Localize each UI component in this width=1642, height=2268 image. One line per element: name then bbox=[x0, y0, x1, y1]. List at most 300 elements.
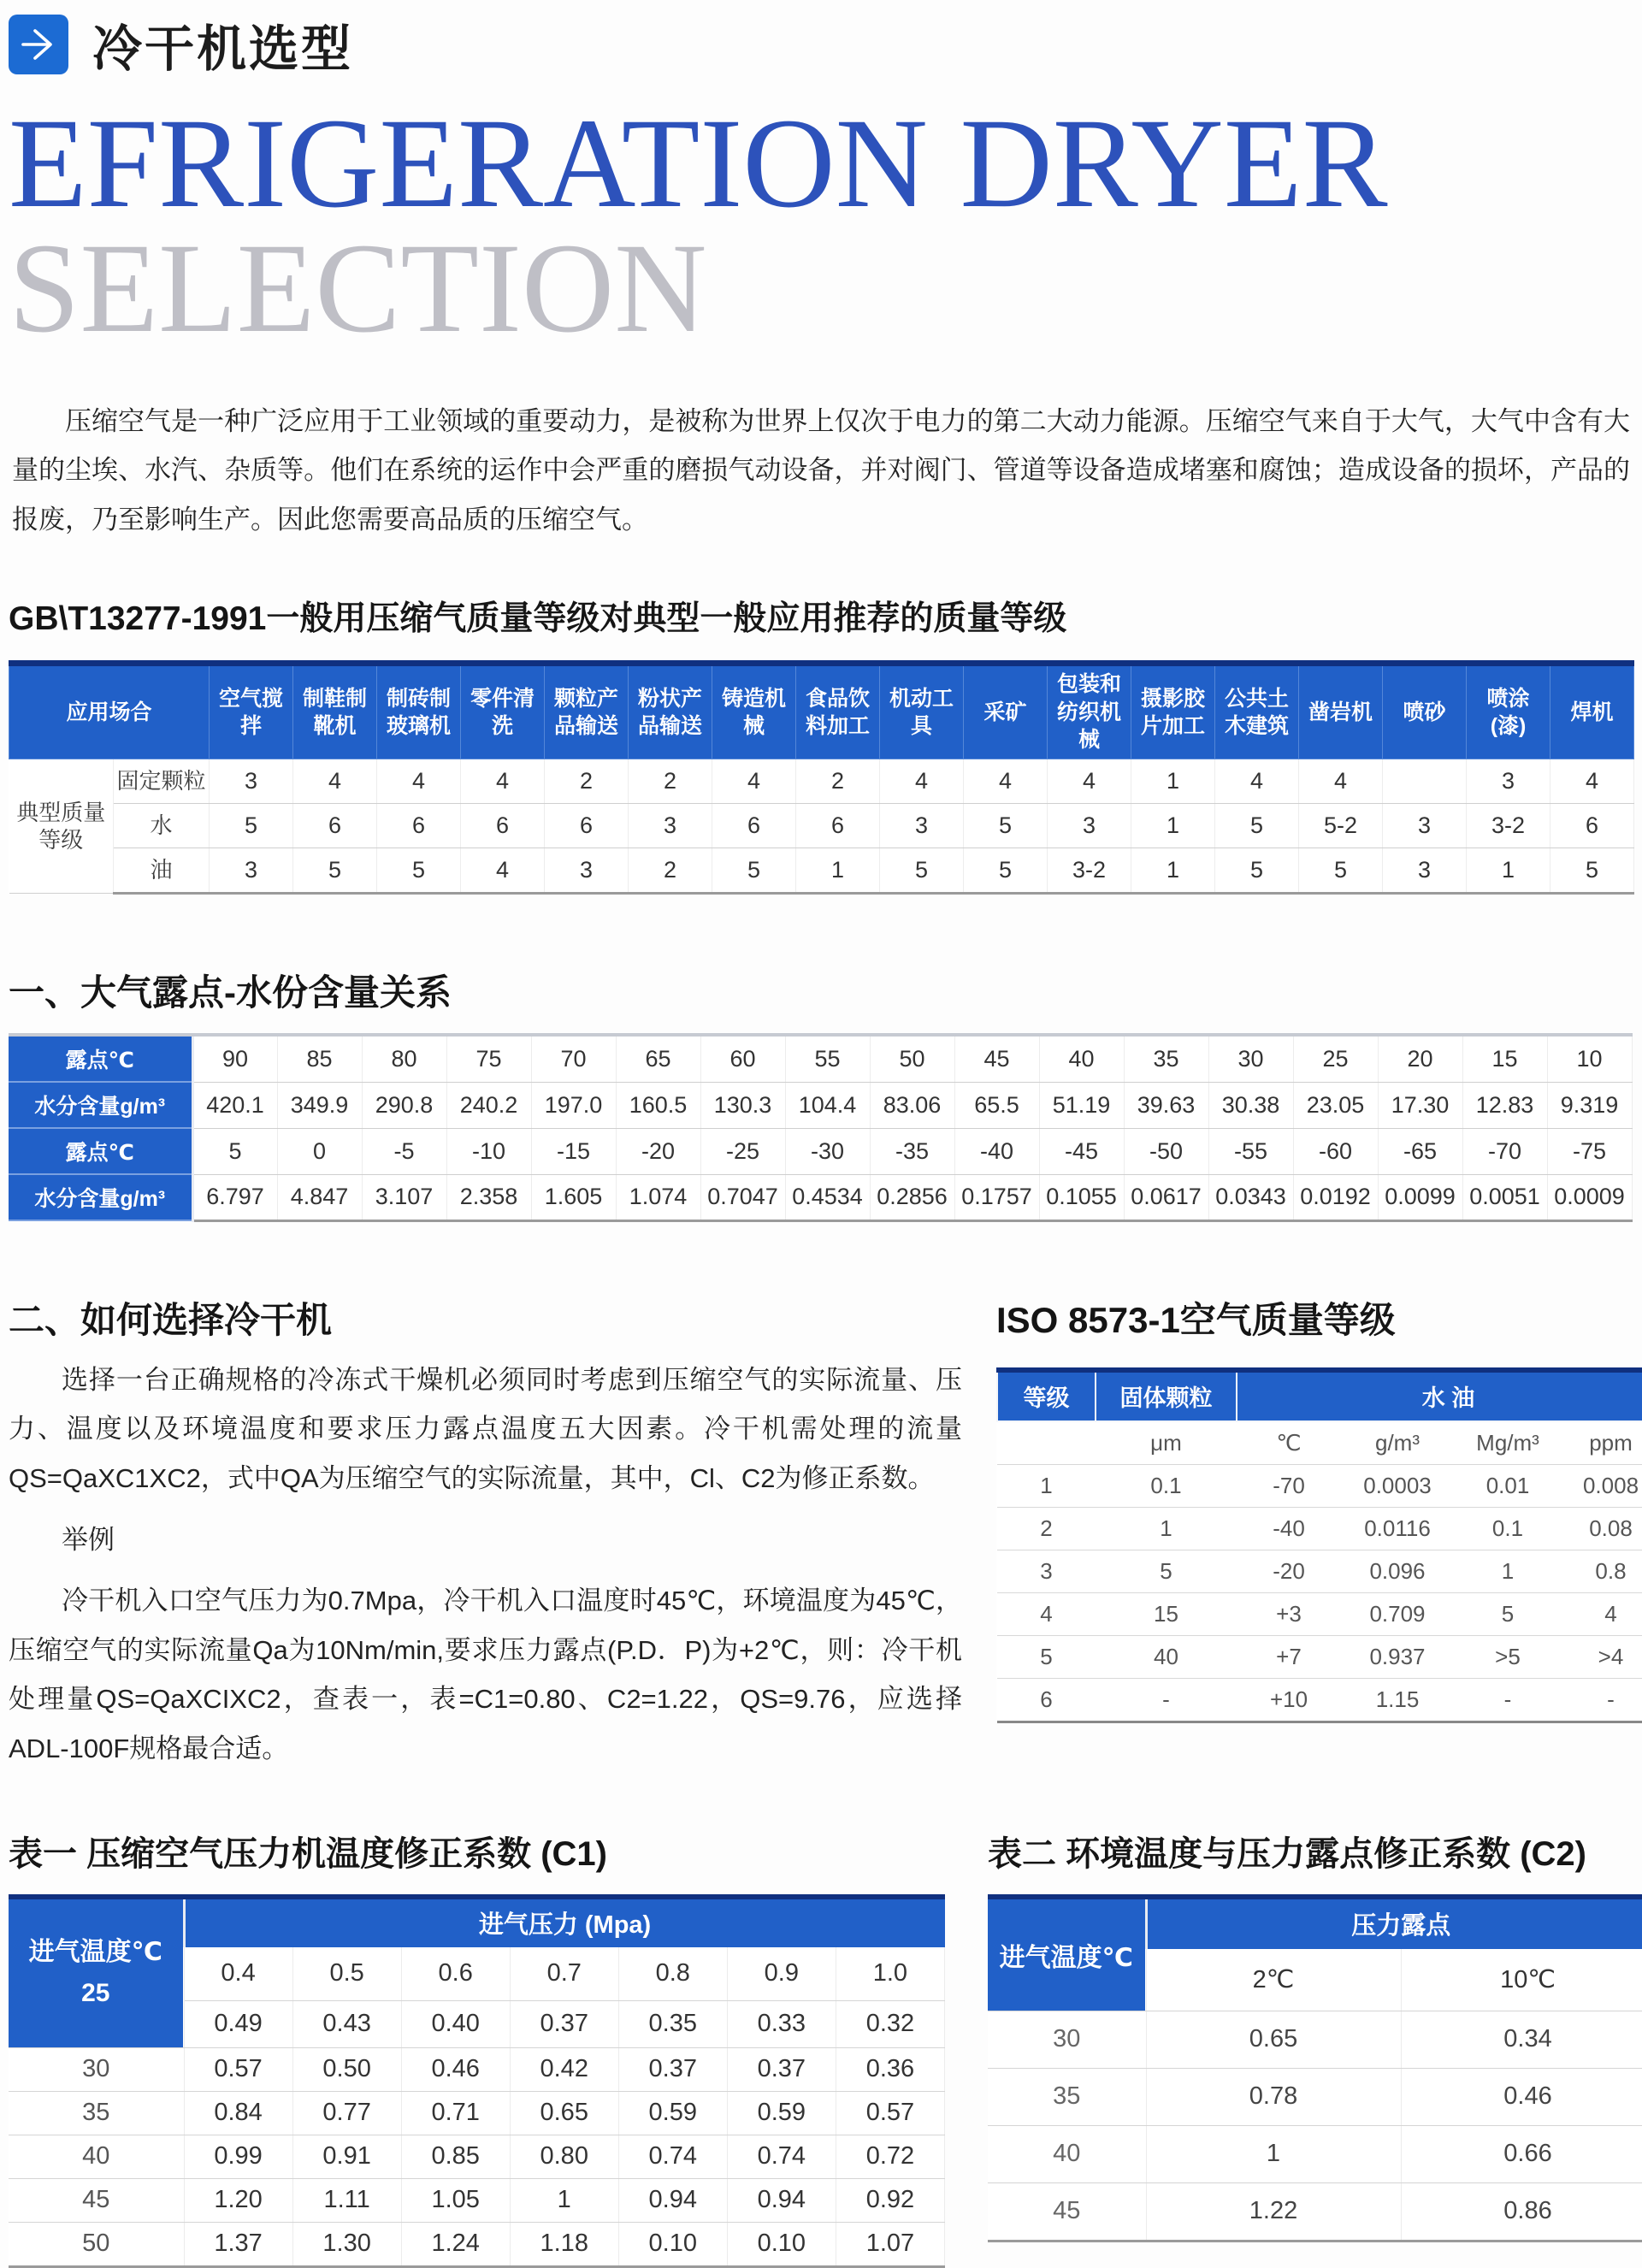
gb-cell: 5 bbox=[1215, 804, 1299, 848]
c1-header-row bbox=[9, 1897, 945, 1947]
dew-cell: 0.7047 bbox=[700, 1174, 785, 1220]
c1-cell: 0.10 bbox=[618, 2222, 727, 2266]
dew-cell: 0.0009 bbox=[1547, 1174, 1632, 1220]
dew-cell: 39.63 bbox=[1124, 1082, 1208, 1128]
iso-water-oil-header: 水 油 bbox=[1237, 1370, 1642, 1421]
gb-cell: 4 bbox=[1550, 759, 1634, 804]
c2-table-grid bbox=[988, 1894, 1642, 2242]
dew-cell: 23.05 bbox=[1293, 1082, 1378, 1128]
c1-cell: 1.20 bbox=[184, 2178, 292, 2222]
gb-cell: 1 bbox=[796, 848, 880, 894]
c1-cell: 0.49 bbox=[184, 2000, 292, 2047]
c1-cell: 1.11 bbox=[292, 2178, 401, 2222]
iso-unit-cell: g/m³ bbox=[1341, 1421, 1454, 1465]
iso-cell: 0.08 bbox=[1562, 1507, 1642, 1550]
dew-cell: 1.605 bbox=[531, 1174, 616, 1220]
c1-cell: 0.92 bbox=[836, 2178, 944, 2222]
iso-cell: 0.1 bbox=[1096, 1464, 1237, 1507]
gb-column-header: 喷涂(漆) bbox=[1467, 664, 1550, 759]
gb-column-header: 颗粒产品输送 bbox=[545, 664, 629, 759]
c1-data-row bbox=[9, 2135, 945, 2178]
gb-cell: 3 bbox=[1383, 804, 1467, 848]
c1-correction-table bbox=[9, 1894, 954, 2268]
dew-row-label: 露点℃ bbox=[9, 1035, 192, 1082]
c2-cell: 1 bbox=[1146, 2125, 1401, 2182]
iso-cell: 5 bbox=[1454, 1592, 1562, 1635]
iso-cell: 1 bbox=[997, 1464, 1096, 1507]
c1-row-label: 40 bbox=[9, 2135, 184, 2178]
gb-corner-header: 应用场合 bbox=[9, 664, 210, 759]
iso-data-row bbox=[997, 1507, 1642, 1550]
gb-cell: 3 bbox=[210, 759, 293, 804]
iso-unit-cell: μm bbox=[1096, 1421, 1237, 1465]
dew-cell: -15 bbox=[531, 1128, 616, 1174]
dew-cell: 51.19 bbox=[1039, 1082, 1124, 1128]
iso-cell: -20 bbox=[1237, 1550, 1341, 1592]
gb-cell: 3 bbox=[1383, 848, 1467, 894]
gb-cell: 5-2 bbox=[1299, 804, 1383, 848]
gb-cell: 6 bbox=[293, 804, 377, 848]
iso-cell: 1 bbox=[1096, 1507, 1237, 1550]
iso-cell: 0.8 bbox=[1562, 1550, 1642, 1592]
gb-cell: 3 bbox=[210, 848, 293, 894]
iso-data-row bbox=[997, 1678, 1642, 1722]
dew-cell: -5 bbox=[362, 1128, 446, 1174]
iso-unit-cell: ppm bbox=[1562, 1421, 1642, 1465]
dew-cell: 420.1 bbox=[192, 1082, 277, 1128]
dew-cell: -50 bbox=[1124, 1128, 1208, 1174]
c1-cell: 0.46 bbox=[401, 2047, 510, 2091]
iso-unit-cell: Mg/m³ bbox=[1454, 1421, 1562, 1465]
c1-data-row bbox=[9, 2178, 945, 2222]
c1-cell: 0.74 bbox=[727, 2135, 836, 2178]
c1-corner-value: 25 bbox=[81, 1979, 110, 2008]
gb-table-body bbox=[9, 759, 1634, 894]
gb-cell: 3 bbox=[629, 804, 712, 848]
page-header bbox=[9, 0, 1633, 80]
iso-cell: 5 bbox=[1096, 1550, 1237, 1592]
c1-cell: 0.59 bbox=[727, 2091, 836, 2135]
gb-column-header: 公共土木建筑 bbox=[1215, 664, 1299, 759]
iso-table-grid bbox=[996, 1367, 1642, 1723]
c1-table-grid bbox=[9, 1894, 945, 2268]
gb-cell: 4 bbox=[712, 759, 796, 804]
gb-table-grid bbox=[9, 660, 1634, 895]
gb-cell: 4 bbox=[461, 759, 545, 804]
dew-cell: 35 bbox=[1124, 1035, 1208, 1082]
gb-application-table bbox=[9, 660, 1633, 895]
gb-column-header: 制砖制玻璃机 bbox=[377, 664, 461, 759]
iso-header-row bbox=[997, 1370, 1642, 1421]
c1-pressure-cell: 0.6 bbox=[401, 1947, 510, 2001]
dewpoint-table-grid bbox=[9, 1033, 1633, 1222]
gb-row-label: 水 bbox=[114, 804, 210, 848]
c1-cell: 1.24 bbox=[401, 2222, 510, 2266]
dew-data-row bbox=[9, 1035, 1632, 1082]
dew-cell: -75 bbox=[1547, 1128, 1632, 1174]
dew-cell: -45 bbox=[1039, 1128, 1124, 1174]
dew-cell: 0.2856 bbox=[870, 1174, 954, 1220]
c1-cell: 0.94 bbox=[618, 2178, 727, 2222]
iso-cell: 3 bbox=[997, 1550, 1096, 1592]
gb-cell: 4 bbox=[461, 848, 545, 894]
iso-unit-cell bbox=[997, 1421, 1096, 1465]
c2-data-row bbox=[988, 2182, 1642, 2241]
dew-cell: 0.0192 bbox=[1293, 1174, 1378, 1220]
gb-data-row bbox=[9, 848, 1634, 894]
c1-cell: 1.07 bbox=[836, 2222, 944, 2266]
c1-table-body bbox=[9, 1897, 945, 2267]
gb-cell: 5 bbox=[293, 848, 377, 894]
dew-cell: -10 bbox=[446, 1128, 531, 1174]
gb-cell: 4 bbox=[1299, 759, 1383, 804]
iso-cell: 0.008 bbox=[1562, 1464, 1642, 1507]
iso-grade-header: 等级 bbox=[997, 1370, 1096, 1421]
dew-cell: 197.0 bbox=[531, 1082, 616, 1128]
dew-cell: 60 bbox=[700, 1035, 785, 1082]
dew-data-row bbox=[9, 1128, 1632, 1174]
gb-cell: 3-2 bbox=[1467, 804, 1550, 848]
table-c2-section bbox=[988, 1827, 1642, 2268]
gb-column-header: 焊机 bbox=[1550, 664, 1634, 759]
c1-row-label: 45 bbox=[9, 2178, 184, 2222]
gb-cell: 5 bbox=[1299, 848, 1383, 894]
gb-column-header: 机动工具 bbox=[880, 664, 964, 759]
c1-data-row bbox=[9, 2222, 945, 2266]
iso-data-row bbox=[997, 1592, 1642, 1635]
gb-cell: 5 bbox=[210, 804, 293, 848]
c1-pressure-cell: 0.5 bbox=[292, 1947, 401, 2001]
dew-cell: 50 bbox=[870, 1035, 954, 1082]
gb-cell: 4 bbox=[1048, 759, 1131, 804]
dew-cell: 160.5 bbox=[616, 1082, 700, 1128]
iso-cell: -40 bbox=[1237, 1507, 1341, 1550]
gb-cell: 4 bbox=[880, 759, 964, 804]
gb-cell: 6 bbox=[461, 804, 545, 848]
iso-cell: 0.0116 bbox=[1341, 1507, 1454, 1550]
c1-cell: 0.77 bbox=[292, 2091, 401, 2135]
dew-cell: -65 bbox=[1378, 1128, 1462, 1174]
gb-cell: 6 bbox=[712, 804, 796, 848]
c1-pressure-cell: 0.8 bbox=[618, 1947, 727, 2001]
dew-cell: 20 bbox=[1378, 1035, 1462, 1082]
middle-columns bbox=[9, 1292, 1639, 1774]
gb-row-group-label: 典型质量等级 bbox=[9, 759, 114, 894]
gb-header-row bbox=[9, 664, 1634, 759]
iso-cell: 4 bbox=[997, 1592, 1096, 1635]
dew-row-label: 露点℃ bbox=[9, 1128, 192, 1174]
dew-cell: -70 bbox=[1462, 1128, 1547, 1174]
c1-cell: 0.84 bbox=[184, 2091, 292, 2135]
c1-corner-cell bbox=[9, 1897, 184, 2048]
section1-title: 一、大气露点-水份含量关系 bbox=[9, 972, 452, 1013]
big-title-en-line1: EFRIGERATION DRYER bbox=[9, 92, 1388, 234]
gb-cell: 5 bbox=[1550, 848, 1634, 894]
c1-cell: 0.85 bbox=[401, 2135, 510, 2178]
iso-cell: 0.096 bbox=[1341, 1550, 1454, 1592]
iso-cell: +10 bbox=[1237, 1678, 1341, 1722]
c1-cell: 0.91 bbox=[292, 2135, 401, 2178]
gb-column-header: 零件清洗 bbox=[461, 664, 545, 759]
iso-section bbox=[996, 1292, 1642, 1774]
gb-cell: 5 bbox=[964, 848, 1048, 894]
c1-pressure-cell: 1.0 bbox=[836, 1947, 944, 2001]
dew-cell: 25 bbox=[1293, 1035, 1378, 1082]
gb-column-header: 制鞋制靴机 bbox=[293, 664, 377, 759]
c1-cell: 0.80 bbox=[510, 2135, 618, 2178]
dew-cell: 15 bbox=[1462, 1035, 1547, 1082]
gb-cell: 4 bbox=[964, 759, 1048, 804]
gb-cell: 3 bbox=[545, 848, 629, 894]
dew-cell: 70 bbox=[531, 1035, 616, 1082]
dew-cell: 65 bbox=[616, 1035, 700, 1082]
gb-cell: 2 bbox=[629, 759, 712, 804]
c2-data-row bbox=[988, 2011, 1642, 2068]
c1-data-row bbox=[9, 2091, 945, 2135]
dew-cell: 80 bbox=[362, 1035, 446, 1082]
c1-cell: 0.36 bbox=[836, 2047, 944, 2091]
dew-cell: -25 bbox=[700, 1128, 785, 1174]
iso-cell: 0.709 bbox=[1341, 1592, 1454, 1635]
dew-cell: 0.1757 bbox=[954, 1174, 1039, 1220]
c1-cell: 1.18 bbox=[510, 2222, 618, 2266]
section2-title: 二、如何选择冷干机 bbox=[9, 1299, 333, 1340]
table-c1-section bbox=[9, 1827, 954, 2268]
dew-row-label: 水分含量g/m³ bbox=[9, 1174, 192, 1220]
gb-column-header: 食品饮料加工 bbox=[796, 664, 880, 759]
gb-cell: 5 bbox=[964, 804, 1048, 848]
iso-cell: 0.01 bbox=[1454, 1464, 1562, 1507]
c1-span-header: 进气压力 (Mpa) bbox=[184, 1897, 944, 1947]
gb-cell: 5 bbox=[712, 848, 796, 894]
c1-cell: 0.33 bbox=[727, 2000, 836, 2047]
iso-cell: -70 bbox=[1237, 1464, 1341, 1507]
how-to-select-section bbox=[9, 1292, 962, 1774]
gb-cell: 6 bbox=[1550, 804, 1634, 848]
c1-cell: 1.37 bbox=[184, 2222, 292, 2266]
c2-header-row bbox=[988, 1897, 1642, 1949]
c1-cell: 0.37 bbox=[510, 2000, 618, 2047]
iso-cell: - bbox=[1454, 1678, 1562, 1722]
gb-column-header: 喷砂 bbox=[1383, 664, 1467, 759]
dew-cell: 90 bbox=[192, 1035, 277, 1082]
dew-cell: 0.0051 bbox=[1462, 1174, 1547, 1220]
c2-row-label: 45 bbox=[988, 2182, 1146, 2241]
gb-cell: 6 bbox=[796, 804, 880, 848]
gb-column-header: 摄影胶片加工 bbox=[1131, 664, 1215, 759]
iso-units-row bbox=[997, 1421, 1642, 1465]
gb-cell: 5 bbox=[880, 848, 964, 894]
c1-cell: 1 bbox=[510, 2178, 618, 2222]
dew-cell: -30 bbox=[785, 1128, 870, 1174]
dew-cell: 30.38 bbox=[1208, 1082, 1293, 1128]
dew-cell: 55 bbox=[785, 1035, 870, 1082]
iso-cell: 0.937 bbox=[1341, 1635, 1454, 1678]
section2-paragraph: 选择一台正确规格的冷冻式干燥机必须同时考虑到压缩空气的实际流量、压力、温度以及环境温度和要求压力露点温度五大因素。冷干机需处理的流量QS=QaXC1XC2，式中QA为压缩空气的实际流量，其中，Cl、C2为修正系数。 bbox=[9, 1364, 962, 1493]
c1-cell: 0.57 bbox=[184, 2047, 292, 2091]
dew-cell: -20 bbox=[616, 1128, 700, 1174]
c1-cell: 0.37 bbox=[618, 2047, 727, 2091]
gb-cell: 1 bbox=[1131, 759, 1215, 804]
dew-cell: 1.074 bbox=[616, 1174, 700, 1220]
gb-cell: 4 bbox=[377, 759, 461, 804]
gb-table-head bbox=[9, 664, 1634, 759]
dew-cell: 45 bbox=[954, 1035, 1039, 1082]
gb-column-header: 铸造机械 bbox=[712, 664, 796, 759]
c2-cell: 0.78 bbox=[1146, 2068, 1401, 2125]
gb-cell: 4 bbox=[1215, 759, 1299, 804]
dew-cell: 0 bbox=[277, 1128, 362, 1174]
c1-cell: 0.42 bbox=[510, 2047, 618, 2091]
iso-solid-header: 固体颗粒 bbox=[1096, 1370, 1237, 1421]
bottom-columns bbox=[9, 1827, 1633, 2268]
c2-cell: 0.66 bbox=[1401, 2125, 1642, 2182]
gb-cell: 2 bbox=[629, 848, 712, 894]
iso-cell: 0.1 bbox=[1454, 1507, 1562, 1550]
gb-cell: 2 bbox=[545, 759, 629, 804]
c1-row-label: 35 bbox=[9, 2091, 184, 2135]
dew-data-row bbox=[9, 1174, 1632, 1220]
page-title: 冷干机选型 bbox=[92, 21, 354, 77]
iso-air-quality-table bbox=[996, 1367, 1642, 1723]
c1-cell: 0.59 bbox=[618, 2091, 727, 2135]
iso-table-head bbox=[997, 1370, 1642, 1421]
iso-cell: - bbox=[1562, 1678, 1642, 1722]
iso-unit-cell: ℃ bbox=[1237, 1421, 1341, 1465]
c1-cell: 0.65 bbox=[510, 2091, 618, 2135]
c1-cell: 0.40 bbox=[401, 2000, 510, 2047]
dew-cell: 0.4534 bbox=[785, 1174, 870, 1220]
gb-row-label: 油 bbox=[114, 848, 210, 894]
c1-cell: 0.94 bbox=[727, 2178, 836, 2222]
c2-span-header: 压力露点 bbox=[1146, 1897, 1642, 1949]
gb-column-header: 空气搅拌 bbox=[210, 664, 293, 759]
c2-cell: 0.86 bbox=[1401, 2182, 1642, 2241]
c2-row-label: 30 bbox=[988, 2011, 1146, 2068]
dew-cell: 2.358 bbox=[446, 1174, 531, 1220]
dew-cell: 12.83 bbox=[1462, 1082, 1547, 1128]
c1-cell: 1.05 bbox=[401, 2178, 510, 2222]
gb-cell: 1 bbox=[1131, 848, 1215, 894]
c1-cell: 0.50 bbox=[292, 2047, 401, 2091]
c1-cell: 0.43 bbox=[292, 2000, 401, 2047]
c1-cell: 0.32 bbox=[836, 2000, 944, 2047]
c2-row-label: 40 bbox=[988, 2125, 1146, 2182]
dew-cell: -55 bbox=[1208, 1128, 1293, 1174]
iso-cell: 40 bbox=[1096, 1635, 1237, 1678]
table-c2-title: 表二 环境温度与压力露点修正系数 (C2) bbox=[988, 1834, 1586, 1873]
iso-cell: 0.0003 bbox=[1341, 1464, 1454, 1507]
c1-corner-label: 进气温度℃ bbox=[28, 1938, 162, 1967]
c1-row-label: 30 bbox=[9, 2047, 184, 2091]
dew-cell: 240.2 bbox=[446, 1082, 531, 1128]
dew-cell: 40 bbox=[1039, 1035, 1124, 1082]
gb-cell: 1 bbox=[1467, 848, 1550, 894]
c1-cell: 0.35 bbox=[618, 2000, 727, 2047]
dew-cell: 104.4 bbox=[785, 1082, 870, 1128]
c1-pressure-cell: 0.7 bbox=[510, 1947, 618, 2001]
c1-cell: 0.10 bbox=[727, 2222, 836, 2266]
gb-cell: 3 bbox=[1467, 759, 1550, 804]
c1-cell: 0.72 bbox=[836, 2135, 944, 2178]
iso-cell: >4 bbox=[1562, 1635, 1642, 1678]
iso-cell: 1 bbox=[1454, 1550, 1562, 1592]
iso-cell: +7 bbox=[1237, 1635, 1341, 1678]
c1-cell: 0.71 bbox=[401, 2091, 510, 2135]
dew-cell: 85 bbox=[277, 1035, 362, 1082]
gb-cell: 6 bbox=[377, 804, 461, 848]
dew-cell: 0.0099 bbox=[1378, 1174, 1462, 1220]
iso-cell: 6 bbox=[997, 1678, 1096, 1722]
gb-column-header: 粉状产品输送 bbox=[629, 664, 712, 759]
dew-cell: 3.107 bbox=[362, 1174, 446, 1220]
iso-table-title: ISO 8573-1空气质量等级 bbox=[996, 1299, 1396, 1340]
gb-cell: 6 bbox=[545, 804, 629, 848]
iso-data-row bbox=[997, 1464, 1642, 1507]
gb-column-header: 凿岩机 bbox=[1299, 664, 1383, 759]
c2-data-row bbox=[988, 2068, 1642, 2125]
intro-paragraph: 压缩空气是一种广泛应用于工业领域的重要动力，是被称为世界上仅次于电力的第二大动力能源。压缩空气来自于大气，大气中含有大量的尘埃、水汽、杂质等。他们在系统的运作中会严重的磨损气动设备，并对阀门、管道等设备造成堵塞和腐蚀；造成设备的损坏，产品的报废，乃至影响生产。因此您需要高品质的压缩空气。 bbox=[12, 406, 1630, 535]
gb-table-title: GB\T13277-1991一般用压缩气质量等级对典型一般应用推荐的质量等级 bbox=[9, 600, 1067, 638]
iso-table-body bbox=[997, 1421, 1642, 1722]
dewpoint-moisture-table bbox=[9, 1033, 1633, 1222]
dew-cell: 0.1055 bbox=[1039, 1174, 1124, 1220]
gb-cell bbox=[1383, 759, 1467, 804]
iso-cell: 2 bbox=[997, 1507, 1096, 1550]
dew-cell: -60 bbox=[1293, 1128, 1378, 1174]
gb-data-row bbox=[9, 804, 1634, 848]
c2-cell: 0.65 bbox=[1146, 2011, 1401, 2068]
dew-cell: 65.5 bbox=[954, 1082, 1039, 1128]
gb-cell: 2 bbox=[796, 759, 880, 804]
iso-data-row bbox=[997, 1635, 1642, 1678]
c2-cell: 0.34 bbox=[1401, 2011, 1642, 2068]
dew-cell: 75 bbox=[446, 1035, 531, 1082]
gb-cell: 5 bbox=[377, 848, 461, 894]
c2-dewpoint-cell: 10℃ bbox=[1401, 1949, 1642, 2011]
dew-cell: -40 bbox=[954, 1128, 1039, 1174]
gb-data-row bbox=[9, 759, 1634, 804]
dew-cell: 290.8 bbox=[362, 1082, 446, 1128]
dew-row-label: 水分含量g/m³ bbox=[9, 1082, 192, 1128]
c1-cell: 0.57 bbox=[836, 2091, 944, 2135]
c1-cell: 0.99 bbox=[184, 2135, 292, 2178]
iso-cell: 4 bbox=[1562, 1592, 1642, 1635]
c1-cell: 0.37 bbox=[727, 2047, 836, 2091]
arrow-icon bbox=[9, 15, 68, 74]
table-c1-title: 表一 压缩空气压力机温度修正系数 (C1) bbox=[9, 1834, 607, 1873]
iso-data-row bbox=[997, 1550, 1642, 1592]
dew-cell: 30 bbox=[1208, 1035, 1293, 1082]
dew-cell: 6.797 bbox=[192, 1174, 277, 1220]
dew-cell: 0.0617 bbox=[1124, 1174, 1208, 1220]
dew-cell: 4.847 bbox=[277, 1174, 362, 1220]
dew-cell: 0.0343 bbox=[1208, 1174, 1293, 1220]
dew-cell: 9.319 bbox=[1547, 1082, 1632, 1128]
section2-example-label: 举例 bbox=[62, 1524, 115, 1555]
c1-pressure-cell: 0.4 bbox=[184, 1947, 292, 2001]
iso-cell: 5 bbox=[997, 1635, 1096, 1678]
gb-cell: 4 bbox=[293, 759, 377, 804]
c1-cell: 0.74 bbox=[618, 2135, 727, 2178]
dew-cell: 17.30 bbox=[1378, 1082, 1462, 1128]
dew-cell: 83.06 bbox=[870, 1082, 954, 1128]
dew-table-body bbox=[9, 1035, 1632, 1220]
big-title-en-line2: SELECTION bbox=[9, 217, 707, 359]
gb-column-header: 包装和纺织机械 bbox=[1048, 664, 1131, 759]
c1-row-label: 50 bbox=[9, 2222, 184, 2266]
gb-cell: 5 bbox=[1215, 848, 1299, 894]
